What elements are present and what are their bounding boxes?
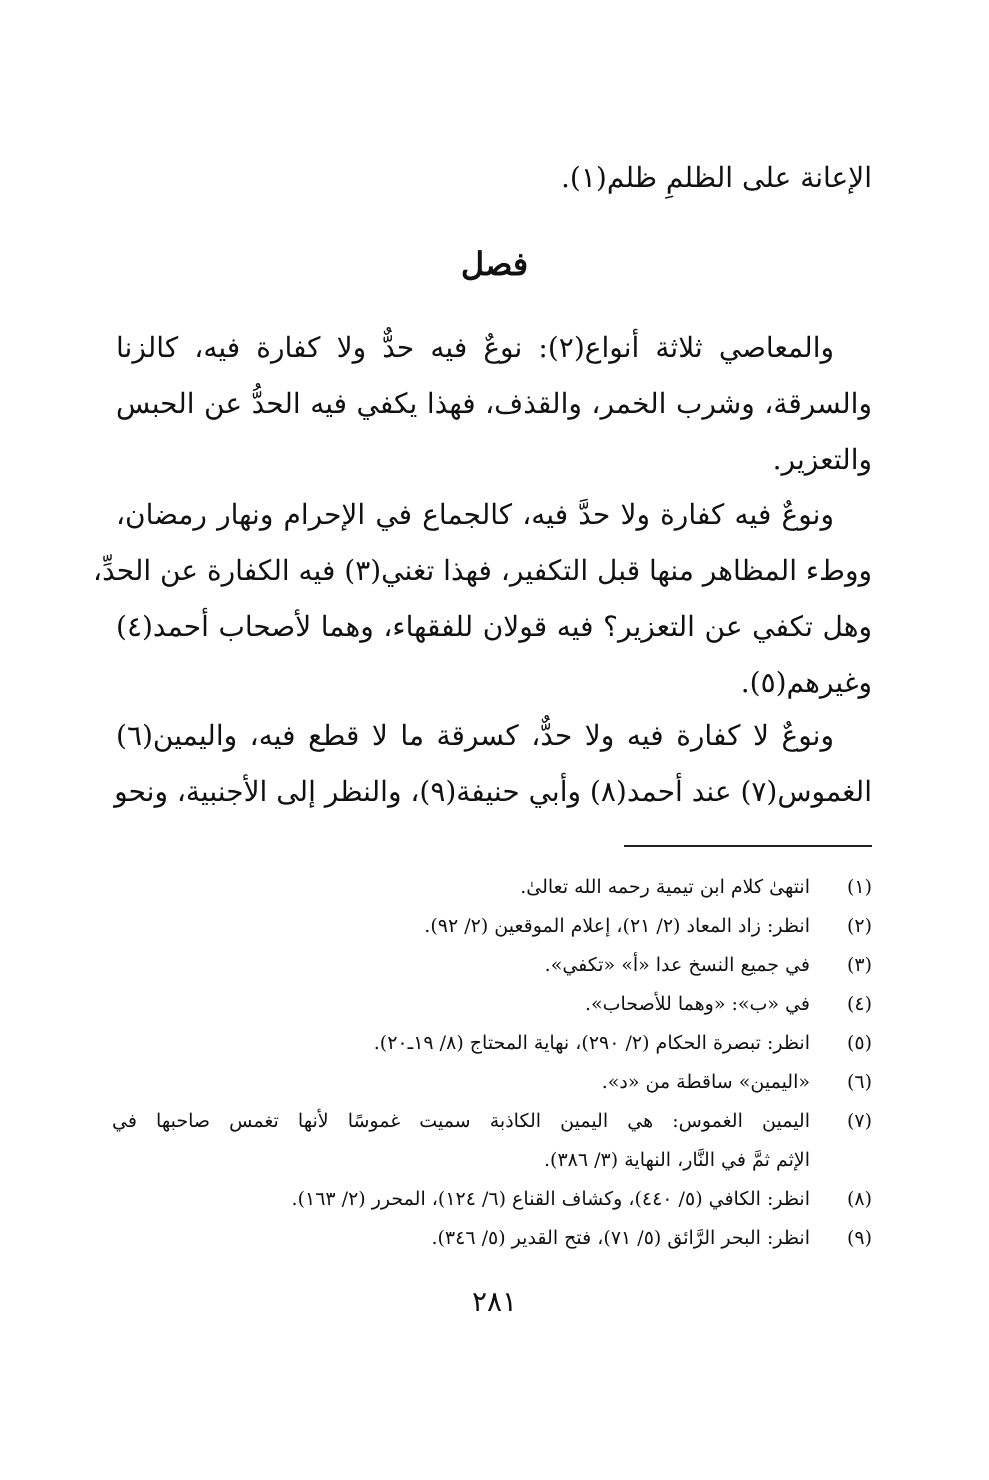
footnote-text [112,1063,810,1102]
continuation-text: الإعانة على الظلمِ ظلم(١). [561,161,872,194]
footnote-separator [624,845,872,847]
paragraph-line: وغيرهم(٥). [740,666,872,699]
footnote-number: (٧) [846,1110,872,1132]
footnote-number: (٦) [846,1071,872,1093]
footnote-number: (٨) [846,1188,872,1210]
footnote [112,946,872,985]
footnote [112,1024,872,1063]
footnote-line: انظر: زاد المعاد (٢/ ٢١)، إعلام الموقعين (٢/ ٩٢). [424,915,810,937]
paragraph-line: والسرقة، وشرب الخمر، والقذف، فهذا يكفي فيه الحدُّ عن الحبس [116,387,872,420]
paragraph-3 [116,708,872,820]
continuation-line [116,150,872,206]
footnote-text [112,1180,810,1219]
footnote-line: «اليمين» ساقطة من «د». [601,1071,810,1093]
footnote-text [112,907,810,946]
footnote-number: (٢) [846,915,872,937]
footnotes [112,868,872,1258]
footnote-line: انظر: البحر الرَّائق (٥/ ٧١)، فتح القدير (٥/ ٣٤٦). [431,1227,810,1249]
paragraph-2 [93,487,872,711]
footnote-line: الإثم ثمَّ في النَّار، النهاية (٣/ ٣٨٦). [544,1149,810,1171]
footnote-number: (١) [846,876,872,898]
footnote-text [112,1219,810,1258]
footnote-line: اليمين الغموس: هي اليمين الكاذبة سميت غموسًا لأنها تغمس صاحبها في [112,1110,810,1132]
paragraph-line: ونوعٌ فيه كفارة ولا حدَّ فيه، كالجماع في الإحرام ونهار رمضان، [116,498,834,531]
footnote-line: في جميع النسخ عدا «أ» «تكفي». [544,954,810,976]
footnote [112,1102,872,1180]
page-number: ٢٨١ [471,1285,518,1318]
footnote-text [112,868,810,907]
footnote [112,985,872,1024]
footnote [112,907,872,946]
footnote-line: انتهىٰ كلام ابن تيمية رحمه الله تعالىٰ. [520,876,810,898]
footnote-line: انظر: تبصرة الحكام (٢/ ٢٩٠)، نهاية المحتاج (٨/ ١٩ـ٢٠). [373,1032,810,1054]
paragraph-line: والتعزير. [772,443,872,476]
paragraph-line: وهل تكفي عن التعزير؟ فيه قولان للفقهاء، وهما لأصحاب أحمد(٤) [116,610,872,643]
footnote-text [112,985,810,1024]
footnote-number: (٩) [846,1227,872,1249]
paragraph-line: الغموس(٧) عند أحمد(٨) وأبي حنيفة(٩)، والنظر إلى الأجنبية، ونحو [114,775,872,808]
footnote-number: (٥) [846,1032,872,1054]
footnote-line: انظر: الكافي (٥/ ٤٤٠)، وكشاف القناع (٦/ ١٢٤)، المحرر (٢/ ١٦٣). [291,1188,810,1210]
footnote [112,1219,872,1258]
footnote-text [112,1024,810,1063]
paragraph-line: والمعاصي ثلاثة أنواع(٢): نوعٌ فيه حدٌّ ولا كفارة فيه، كالزنا [116,331,834,364]
footnote-number: (٤) [846,993,872,1015]
footnote-line: في «ب»: «وهما للأصحاب». [584,993,810,1015]
footnote [112,1063,872,1102]
paragraph-line: ونوعٌ لا كفارة فيه ولا حدٌّ، كسرقة ما لا قطع فيه، واليمين(٦) [116,719,834,752]
paragraph-line: ووطء المظاهر منها قبل التكفير، فهذا تغني(٣) فيه الكفارة عن الحدِّ، [93,554,872,587]
footnote-text [112,1102,810,1180]
footnote [112,868,872,907]
footnote-text [112,946,810,985]
footnote-number: (٣) [846,954,872,976]
paragraph-1 [116,320,872,488]
footnote [112,1180,872,1219]
section-heading: فصل [460,245,529,283]
